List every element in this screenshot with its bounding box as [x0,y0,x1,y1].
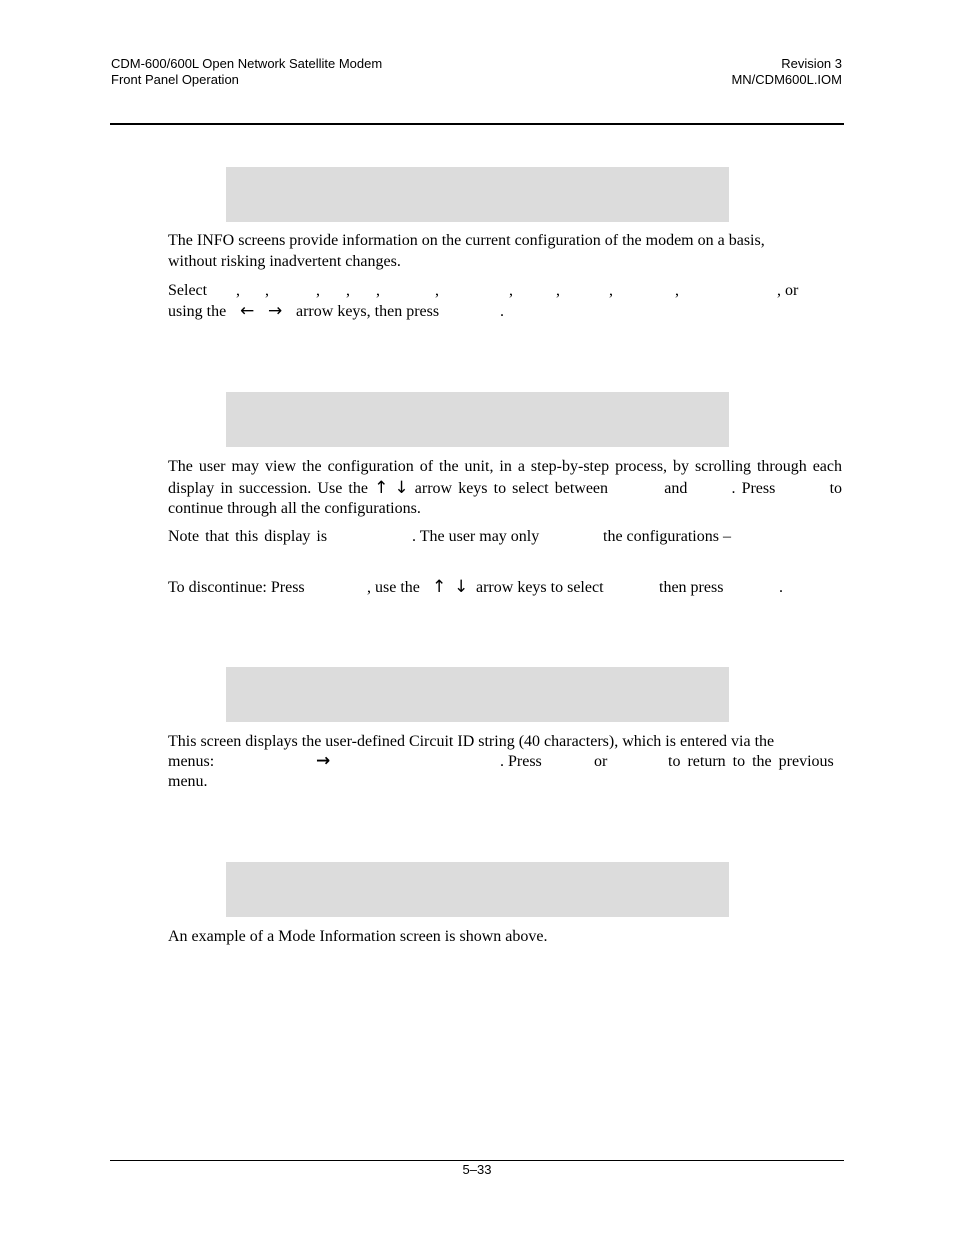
circuit-id-or: or [594,753,608,770]
footer-rule [110,1160,844,1161]
info-comma: , [265,282,269,299]
view-config-text-start: The user may view the configuration of the unit, in a step-by-step process, by scrolling through each display in succession. Use the [168,458,842,497]
view-config-text-end: to continue through all the configurations. [168,479,843,517]
circuit-id-return: to return to the previous [668,753,834,770]
info-comma: , [236,282,240,299]
info-description: The INFO screens provide information on the current configuration of the modem on a basis, without risking inadvertent changes. [168,232,765,270]
info-comma: , [675,282,679,299]
discontinue-period: . [779,579,783,596]
discontinue-select: arrow keys to select [476,579,604,596]
view-config-text-and: and [664,479,688,497]
mode-info-screen-display [226,862,729,917]
info-comma: , [556,282,560,299]
info-comma: , [609,282,613,299]
header-right [731,56,842,88]
document-title: CDM-600/600L Open Network Satellite Modem [111,56,383,71]
down-arrow-icon: ↓ [394,477,409,498]
circuit-id-press: . Press [500,753,542,770]
info-comma: , [376,282,380,299]
view-config-para [168,457,842,520]
view-config-screen-display [226,392,729,447]
left-arrow-icon: ← [240,301,255,321]
menu-arrow-icon: → [316,751,331,771]
discontinue-start: To discontinue: Press [168,579,305,596]
page-number: 5–33 [462,1162,492,1177]
header-left [111,56,382,88]
circuit-id-screen-display [226,667,729,722]
info-select-word: Select [168,282,208,299]
info-comma: , [509,282,513,299]
info-screen-display [226,167,729,222]
up-arrow-icon: ↑ [374,477,389,498]
discontinue-use: , use the [367,579,420,596]
document-number: MN/CDM600L.IOM [731,72,842,87]
view-config-text-press: . Press [731,479,776,497]
info-arrow-keys-text: arrow keys, then press [296,303,440,320]
mode-info-text: An example of a Mode Information screen is shown above. [168,928,548,945]
revision-label: Revision 3 [781,56,842,71]
section-title: Front Panel Operation [111,72,239,87]
circuit-id-line1: This screen displays the user-defined Circuit ID string (40 characters), which is entered via the [168,733,775,750]
info-comma: , [435,282,439,299]
info-period: . [500,303,504,320]
circuit-id-menu-end: menu. [168,773,208,790]
circuit-id-menus: menus: [168,753,215,770]
right-arrow-icon: → [268,301,283,321]
header-rule [110,123,844,125]
down-arrow-icon: ↓ [454,577,469,597]
discontinue-then: then press [659,579,724,596]
up-arrow-icon: ↑ [432,577,447,597]
info-or-text: , or [777,282,799,299]
info-comma: , [316,282,320,299]
note-end: the configurations – [603,528,731,545]
view-config-text-mid: arrow keys to select between [414,479,609,497]
info-using-text: using the [168,303,227,320]
note-start: Note that this display is [168,528,328,545]
note-mid: . The user may only [412,528,540,545]
info-comma: , [346,282,350,299]
